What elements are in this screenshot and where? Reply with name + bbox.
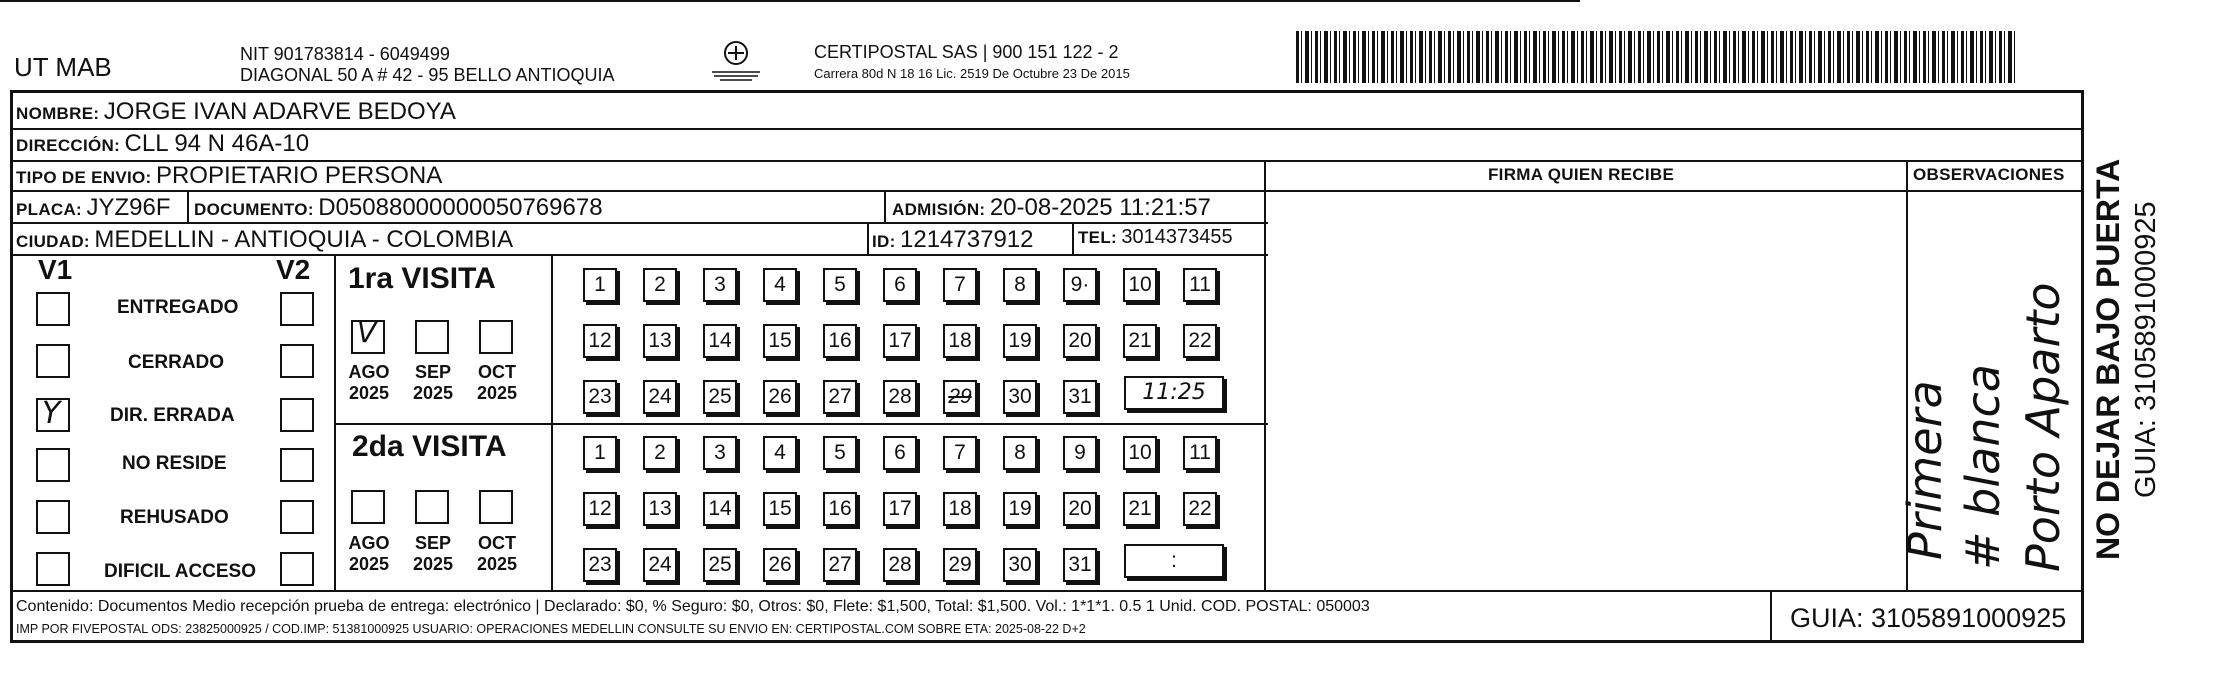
- visit1-day-13[interactable]: 13: [643, 324, 677, 358]
- visit1-day-26[interactable]: 26: [763, 380, 797, 414]
- v1-checkmark: Y: [42, 396, 61, 431]
- visit2-day-18[interactable]: 18: [943, 492, 977, 526]
- visit1-day-9[interactable]: 9·: [1063, 268, 1097, 302]
- visit2-month-sep-checkbox[interactable]: [415, 490, 449, 524]
- visit1-day-4[interactable]: 4: [763, 268, 797, 302]
- visit1-day-2[interactable]: 2: [643, 268, 677, 302]
- visit2-day-16[interactable]: 16: [823, 492, 857, 526]
- visit1-month-ago-checkbox[interactable]: [351, 316, 385, 354]
- footer-guia: GUIA: 3105891000925: [1790, 603, 2067, 633]
- visit1-day-18[interactable]: 18: [943, 324, 977, 358]
- visit2-day-2[interactable]: 2: [643, 436, 677, 470]
- observations-header: OBSERVACIONES: [1913, 165, 2065, 184]
- certipostal-logo-icon: [706, 40, 766, 84]
- visit2-day-12[interactable]: 12: [583, 492, 617, 526]
- observation-handwritten-3: Porto Aparto: [2016, 282, 2070, 572]
- v2-checkbox-no-reside[interactable]: [280, 448, 314, 482]
- address-label: DIRECCIÓN:: [16, 136, 121, 155]
- visit1-day-28[interactable]: 28: [883, 380, 917, 414]
- visit2-day-11[interactable]: 11: [1183, 436, 1217, 470]
- visit2-day-1[interactable]: 1: [583, 436, 617, 470]
- visit1-month-label-sep: SEP 2025: [412, 362, 454, 403]
- carrier-license: Carrera 80d N 18 16 Lic. 2519 De Octubre 23 De 2015: [814, 66, 1130, 81]
- visit1-day-16[interactable]: 16: [823, 324, 857, 358]
- status-label-no-reside: NO RESIDE: [122, 453, 227, 474]
- visit2-day-4[interactable]: 4: [763, 436, 797, 470]
- visit2-day-9[interactable]: 9: [1063, 436, 1097, 470]
- v1-header: V1: [38, 254, 73, 285]
- visit1-month-label-ago: AGO 2025: [348, 362, 390, 403]
- admission-value: 20-08-2025 11:21:57: [989, 194, 1211, 221]
- visit1-day-8[interactable]: 8: [1003, 268, 1037, 302]
- visit1-day-5[interactable]: 5: [823, 268, 857, 302]
- company-name: UT MAB: [14, 52, 112, 82]
- observation-handwritten-1: Primera: [1898, 380, 1952, 560]
- visit1-day-25[interactable]: 25: [703, 380, 737, 414]
- visit2-day-19[interactable]: 19: [1003, 492, 1037, 526]
- visit2-month-ago-checkbox[interactable]: [351, 490, 385, 524]
- shipment-type: PROPIETARIO PERSONA: [155, 162, 443, 189]
- plate-value: JYZ96F: [86, 194, 171, 221]
- v1-checkbox-no-reside[interactable]: [36, 448, 70, 482]
- visit1-time-box[interactable]: [1124, 376, 1224, 410]
- v1-checkbox-dir-errada[interactable]: [36, 398, 70, 432]
- top-rule: [0, 0, 1580, 2]
- visit1-day-23[interactable]: 23: [583, 380, 617, 414]
- tel-value: 3014373455: [1121, 226, 1233, 248]
- status-label-rehusado: REHUSADO: [120, 507, 229, 528]
- visit2-day-23[interactable]: 23: [583, 548, 617, 582]
- v1-checkbox-rehusado[interactable]: [36, 500, 70, 534]
- visit1-day-3[interactable]: 3: [703, 268, 737, 302]
- visit2-day-6[interactable]: 6: [883, 436, 917, 470]
- visit1-day-29[interactable]: 29: [943, 380, 977, 414]
- v2-checkbox-dificil-acceso[interactable]: [280, 552, 314, 586]
- visit1-title: 1ra VISITA: [348, 262, 496, 295]
- visit2-day-17[interactable]: 17: [883, 492, 917, 526]
- footer-imp: IMP POR FIVEPOSTAL ODS: 23825000925 / COD.IMP: 51381000925 USUARIO: OPERACIONES MEDELLIN CONSULTE SU ENVIO EN: CERTIPOSTAL.COM SOBRE ETA: 2025-08-22 D+2: [16, 622, 1086, 636]
- v2-checkbox-rehusado[interactable]: [280, 500, 314, 534]
- barcode: [1296, 31, 2016, 83]
- visit2-day-8[interactable]: 8: [1003, 436, 1037, 470]
- visit1-day-14[interactable]: 14: [703, 324, 737, 358]
- visit2-day-24[interactable]: 24: [643, 548, 677, 582]
- visit1-day-27[interactable]: 27: [823, 380, 857, 414]
- visit1-day-22[interactable]: 22: [1183, 324, 1217, 358]
- visit1-day-7[interactable]: 7: [943, 268, 977, 302]
- visit2-title: 2da VISITA: [352, 430, 507, 463]
- visit1-day-12[interactable]: 12: [583, 324, 617, 358]
- signature-header: FIRMA QUIEN RECIBE: [1488, 165, 1675, 184]
- type-label: TIPO DE ENVIO:: [16, 168, 152, 187]
- admission-label: ADMISIÓN:: [892, 200, 986, 219]
- visit1-time-written: 11:25: [1142, 380, 1206, 405]
- visit1-month-oct-checkbox[interactable]: [479, 320, 513, 354]
- visit2-month-oct-checkbox[interactable]: [479, 490, 513, 524]
- visit1-day-1[interactable]: 1: [583, 268, 617, 302]
- v2-checkbox-dir-errada[interactable]: [280, 398, 314, 432]
- city-value: MEDELLIN - ANTIOQUIA - COLOMBIA: [94, 226, 514, 253]
- visit2-day-14[interactable]: 14: [703, 492, 737, 526]
- visit1-day-24[interactable]: 24: [643, 380, 677, 414]
- visit1-month-mark: V: [357, 316, 377, 349]
- visit2-day-30[interactable]: 30: [1003, 548, 1037, 582]
- visit2-day-7[interactable]: 7: [943, 436, 977, 470]
- name-label: NOMBRE:: [16, 104, 100, 123]
- visit2-day-28[interactable]: 28: [883, 548, 917, 582]
- document-label: DOCUMENTO:: [194, 200, 314, 219]
- status-label-cerrado: CERRADO: [128, 352, 225, 373]
- plate-label: PLACA:: [16, 200, 83, 219]
- visit2-day-26[interactable]: 26: [763, 548, 797, 582]
- status-label-dificil-acceso: DIFICIL ACCESO: [104, 561, 257, 582]
- visit1-day-31[interactable]: 31: [1063, 380, 1097, 414]
- visit2-day-27[interactable]: 27: [823, 548, 857, 582]
- observation-handwritten-2: # blanca: [1956, 364, 2010, 570]
- v2-checkbox-entregado[interactable]: [280, 292, 314, 326]
- visit2-day-15[interactable]: 15: [763, 492, 797, 526]
- visit2-day-20[interactable]: 20: [1063, 492, 1097, 526]
- footer-contents: Contenido: Documentos Medio recepción prueba de entrega: electrónico | Declarado: $0, % Seguro: $0, Otros: $0, Flete: $1,500, Total: $1,500. Vol.: 1*1*1. 0.5 1 Unid. COD. POSTAL: 050003: [16, 598, 1370, 615]
- v1-checkbox-cerrado[interactable]: [36, 344, 70, 378]
- visit2-day-25[interactable]: 25: [703, 548, 737, 582]
- visit2-month-label-ago: AGO 2025: [348, 533, 390, 574]
- visit1-day-21[interactable]: 21: [1123, 324, 1157, 358]
- visit2-day-22[interactable]: 22: [1183, 492, 1217, 526]
- v1-checkbox-entregado[interactable]: [36, 292, 70, 326]
- visit2-day-29[interactable]: 29: [943, 548, 977, 582]
- v2-header: V2: [276, 254, 311, 285]
- status-label-entregado: ENTREGADO: [117, 297, 239, 318]
- status-label-dir-errada: DIR. ERRADA: [110, 405, 235, 426]
- document-value: D05088000000050769678: [318, 194, 603, 221]
- visit2-month-label-sep: SEP 2025: [412, 533, 454, 574]
- side-guia: GUIA: 3105891000925: [2130, 201, 2162, 498]
- visit1-day-11[interactable]: 11: [1183, 268, 1217, 302]
- visit2-day-31[interactable]: 31: [1063, 548, 1097, 582]
- visit1-day-6[interactable]: 6: [883, 268, 917, 302]
- visit2-month-label-oct: OCT 2025: [476, 533, 518, 574]
- visit2-day-10[interactable]: 10: [1123, 436, 1157, 470]
- visit2-day-21[interactable]: 21: [1123, 492, 1157, 526]
- visit1-day-30[interactable]: 30: [1003, 380, 1037, 414]
- visit1-day-15[interactable]: 15: [763, 324, 797, 358]
- visit1-day-10[interactable]: 10: [1123, 268, 1157, 302]
- visit1-month-label-oct: OCT 2025: [476, 362, 518, 403]
- visit2-day-13[interactable]: 13: [643, 492, 677, 526]
- v1-checkbox-dificil-acceso[interactable]: [36, 552, 70, 586]
- visit1-day-20[interactable]: 20: [1063, 324, 1097, 358]
- id-label: ID:: [872, 232, 896, 251]
- visit1-day-17[interactable]: 17: [883, 324, 917, 358]
- visit2-time-box[interactable]: :: [1124, 544, 1224, 578]
- visit1-month-sep-checkbox[interactable]: [415, 320, 449, 354]
- visit1-day-19[interactable]: 19: [1003, 324, 1037, 358]
- recipient-name: JORGE IVAN ADARVE BEDOYA: [103, 98, 456, 125]
- visit2-day-5[interactable]: 5: [823, 436, 857, 470]
- visit2-day-3[interactable]: 3: [703, 436, 737, 470]
- tel-label: TEL:: [1078, 228, 1117, 247]
- nit-line: NIT 901783814 - 6049499: [240, 44, 450, 64]
- carrier-name: CERTIPOSTAL SAS | 900 151 122 - 2: [814, 42, 1119, 62]
- side-notice: NO DEJAR BAJO PUERTA: [2090, 158, 2126, 560]
- city-label: CIUDAD:: [16, 232, 90, 251]
- id-value: 1214737912: [900, 226, 1034, 253]
- recipient-address: CLL 94 N 46A-10: [124, 130, 310, 157]
- company-address: DIAGONAL 50 A # 42 - 95 BELLO ANTIOQUIA: [240, 65, 615, 85]
- v2-checkbox-cerrado[interactable]: [280, 344, 314, 378]
